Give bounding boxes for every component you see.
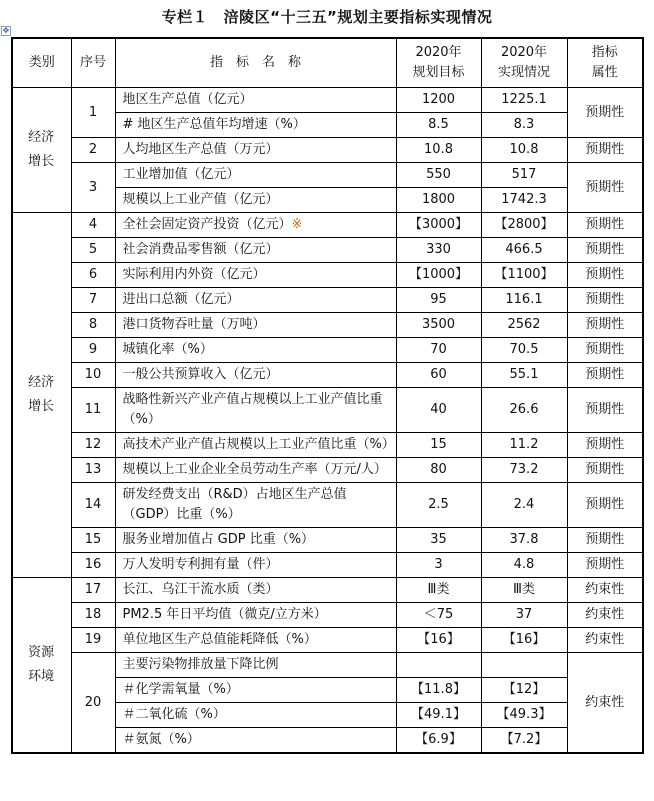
table-move-handle-icon[interactable]: ✥ (2, 26, 10, 35)
target-value: 15 (396, 433, 481, 458)
actual-value: 2562 (481, 313, 567, 338)
table-row (12, 163, 643, 188)
actual-value: 55.1 (481, 363, 567, 388)
actual-value: 8.3 (481, 113, 567, 138)
category-label: 经济增长 (28, 375, 55, 414)
serial-number: 9 (71, 338, 115, 363)
serial-number: 20 (71, 653, 115, 754)
indicator-attribute: 预期性 (567, 138, 643, 163)
indicator-attribute: 预期性 (567, 483, 643, 528)
header-attr (567, 38, 643, 88)
actual-value: 466.5 (481, 238, 567, 263)
indicator-name (115, 578, 396, 603)
serial-number: 10 (71, 363, 115, 388)
indicator-name (115, 363, 396, 388)
indicator-attribute: 预期性 (567, 238, 643, 263)
header-row (12, 38, 643, 88)
indicator-name-text: 主要污染物排放量下降比例 (122, 657, 279, 672)
indicator-name-text: 社会消费品零售额（亿元） (122, 242, 279, 257)
target-value: 35 (396, 528, 481, 553)
header-category: 类别 (12, 38, 71, 88)
header-actual (481, 38, 567, 88)
actual-value: 4.8 (481, 553, 567, 578)
table-row (12, 263, 643, 288)
target-value: 2.5 (396, 483, 481, 528)
indicator-attribute: 约束性 (567, 653, 643, 754)
target-value: 【1000】 (396, 263, 481, 288)
indicator-name-text: 实际利用内外资（亿元） (122, 267, 266, 282)
indicator-name (115, 138, 396, 163)
actual-value: 2.4 (481, 483, 567, 528)
header-target-line1: 2020年 (415, 45, 462, 60)
target-value: 【49.1】 (396, 703, 481, 728)
indicator-attribute: 预期性 (567, 213, 643, 238)
indicator-name-text: 人均地区生产总值（万元） (122, 142, 279, 157)
serial-number: 15 (71, 528, 115, 553)
table-row (12, 553, 643, 578)
indicator-name (115, 313, 396, 338)
actual-value: 【7.2】 (481, 728, 567, 754)
target-value: 60 (396, 363, 481, 388)
indicator-name (115, 163, 396, 188)
indicator-attribute: 预期性 (567, 388, 643, 433)
actual-value: 【12】 (481, 678, 567, 703)
actual-value (481, 653, 567, 678)
category-label: 经济增长 (28, 130, 55, 169)
indicator-attribute: 预期性 (567, 363, 643, 388)
indicator-attribute: 预期性 (567, 433, 643, 458)
actual-value: 37 (481, 603, 567, 628)
serial-number: 3 (71, 163, 115, 213)
target-value: 80 (396, 458, 481, 483)
serial-number: 1 (71, 88, 115, 138)
indicator-name-text: ＃二氧化硫（%） (122, 707, 226, 722)
table-row (12, 653, 643, 678)
indicator-name-text: 进出口总额（亿元） (122, 292, 240, 307)
serial-number: 16 (71, 553, 115, 578)
indicator-name (115, 188, 396, 213)
indicator-name-text: 万人发明专利拥有量（件） (122, 557, 279, 572)
serial-number: 18 (71, 603, 115, 628)
indicator-name (115, 483, 396, 528)
target-value: Ⅲ类 (396, 578, 481, 603)
indicator-attribute: 预期性 (567, 163, 643, 213)
indicator-name-text: 服务业增加值占 GDP 比重（%） (122, 532, 315, 547)
actual-value: 1225.1 (481, 88, 567, 113)
actual-value: 70.5 (481, 338, 567, 363)
indicators-table (11, 37, 644, 754)
indicator-name-text: 地区生产总值（亿元） (122, 92, 253, 107)
actual-value: 【1100】 (481, 263, 567, 288)
target-value: 【16】 (396, 628, 481, 653)
actual-value: 【16】 (481, 628, 567, 653)
target-value: 8.5 (396, 113, 481, 138)
indicator-name-text: # 地区生产总值年均增速（%） (122, 117, 306, 132)
target-value (396, 653, 481, 678)
table-row (12, 578, 643, 603)
table-row (12, 528, 643, 553)
indicator-attribute: 约束性 (567, 603, 643, 628)
indicator-name (115, 528, 396, 553)
category-cell (12, 88, 71, 213)
indicator-name (115, 113, 396, 138)
indicator-name-text: 一般公共预算收入（亿元） (122, 367, 279, 382)
indicator-name (115, 603, 396, 628)
table-row (12, 433, 643, 458)
indicator-attribute: 预期性 (567, 528, 643, 553)
actual-value: 11.2 (481, 433, 567, 458)
indicator-name-text: ＃化学需氧量（%） (122, 682, 239, 697)
indicator-name (115, 88, 396, 113)
header-attr-line2: 属性 (591, 65, 618, 80)
serial-number: 11 (71, 388, 115, 433)
indicator-attribute: 预期性 (567, 458, 643, 483)
table-row (12, 388, 643, 433)
indicator-name-text: 高技术产业产值占规模以上工业产值比重（%） (122, 437, 395, 452)
table-row (12, 483, 643, 528)
indicator-name (115, 553, 396, 578)
serial-number: 5 (71, 238, 115, 263)
table-row (12, 628, 643, 653)
table-row (12, 238, 643, 263)
target-value: 【11.8】 (396, 678, 481, 703)
serial-number: 12 (71, 433, 115, 458)
indicator-name-text: 港口货物吞吐量（万吨） (122, 317, 266, 332)
note-mark: ※ (291, 217, 303, 232)
serial-number: 19 (71, 628, 115, 653)
indicator-name (115, 238, 396, 263)
serial-number: 14 (71, 483, 115, 528)
target-value: 【6.9】 (396, 728, 481, 754)
target-value: 3 (396, 553, 481, 578)
table-row (12, 338, 643, 363)
table-row (12, 458, 643, 483)
indicator-name (115, 458, 396, 483)
table-row (12, 363, 643, 388)
indicator-name (115, 678, 396, 703)
indicator-attribute: 预期性 (567, 313, 643, 338)
actual-value: 517 (481, 163, 567, 188)
serial-number: 4 (71, 213, 115, 238)
page-title: 专栏１ 涪陵区“十三五”规划主要指标实现情况 (161, 8, 493, 26)
header-attr-line1: 指标 (591, 45, 618, 60)
target-value: ＜75 (396, 603, 481, 628)
indicator-name (115, 388, 396, 433)
actual-value: 【2800】 (481, 213, 567, 238)
serial-number: 8 (71, 313, 115, 338)
actual-value: 37.8 (481, 528, 567, 553)
indicator-name-text: 单位地区生产总值能耗降低（%） (122, 632, 317, 647)
indicator-name (115, 338, 396, 363)
target-value: 【3000】 (396, 213, 481, 238)
table-row (12, 138, 643, 163)
table-row (12, 603, 643, 628)
indicator-name (115, 263, 396, 288)
indicator-attribute: 预期性 (567, 553, 643, 578)
category-label: 资源环境 (28, 645, 55, 684)
target-value: 95 (396, 288, 481, 313)
serial-number: 6 (71, 263, 115, 288)
table-row (12, 88, 643, 113)
category-cell (12, 213, 71, 578)
indicator-name (115, 288, 396, 313)
target-value: 10.8 (396, 138, 481, 163)
indicator-attribute: 预期性 (567, 288, 643, 313)
indicator-name-text: 城镇化率（%） (122, 342, 213, 357)
indicator-attribute: 预期性 (567, 88, 643, 138)
indicator-attribute: 预期性 (567, 263, 643, 288)
table-row (12, 313, 643, 338)
actual-value: 116.1 (481, 288, 567, 313)
header-name: 指 标 名 称 (115, 38, 396, 88)
target-value: 330 (396, 238, 481, 263)
indicator-attribute: 约束性 (567, 628, 643, 653)
target-value: 1200 (396, 88, 481, 113)
indicator-name-text: 规模以上工业产值（亿元） (122, 192, 279, 207)
indicator-name (115, 628, 396, 653)
indicator-name (115, 703, 396, 728)
table-row (12, 288, 643, 313)
target-value: 3500 (396, 313, 481, 338)
indicator-name-text: 研发经费支出（R&D）占地区生产总值（GDP）比重（%） (122, 487, 347, 522)
table-row (12, 213, 643, 238)
indicator-name-text: 全社会固定资产投资（亿元） (122, 217, 292, 232)
actual-value: 73.2 (481, 458, 567, 483)
serial-number: 17 (71, 578, 115, 603)
indicator-attribute: 约束性 (567, 578, 643, 603)
indicator-name-text: 长江、乌江干流水质（类） (122, 582, 279, 597)
actual-value: 【49.3】 (481, 703, 567, 728)
indicator-name-text: 工业增加值（亿元） (122, 167, 240, 182)
indicator-attribute: 预期性 (567, 338, 643, 363)
serial-number: 2 (71, 138, 115, 163)
target-value: 550 (396, 163, 481, 188)
indicator-name-text: ＃氨氮（%） (122, 732, 200, 747)
indicator-name-text: PM2.5 年日平均值（微克/立方米） (122, 607, 327, 622)
indicator-name (115, 728, 396, 754)
actual-value: Ⅲ类 (481, 578, 567, 603)
serial-number: 7 (71, 288, 115, 313)
header-no: 序号 (71, 38, 115, 88)
target-value: 70 (396, 338, 481, 363)
indicator-name (115, 653, 396, 678)
header-target (396, 38, 481, 88)
indicator-name (115, 433, 396, 458)
header-actual-line1: 2020年 (500, 45, 548, 60)
actual-value: 26.6 (481, 388, 567, 433)
actual-value: 1742.3 (481, 188, 567, 213)
header-actual-line2: 实现情况 (497, 65, 550, 80)
indicator-name-text: 规模以上工业企业全员劳动生产率（万元/人） (122, 462, 387, 477)
serial-number: 13 (71, 458, 115, 483)
target-value: 40 (396, 388, 481, 433)
indicator-name (115, 213, 396, 238)
category-cell (12, 578, 71, 754)
header-target-line2: 规划目标 (412, 65, 465, 80)
target-value: 1800 (396, 188, 481, 213)
indicator-name-text: 战略性新兴产业产值占规模以上工业产值比重（%） (122, 392, 383, 427)
actual-value: 10.8 (481, 138, 567, 163)
